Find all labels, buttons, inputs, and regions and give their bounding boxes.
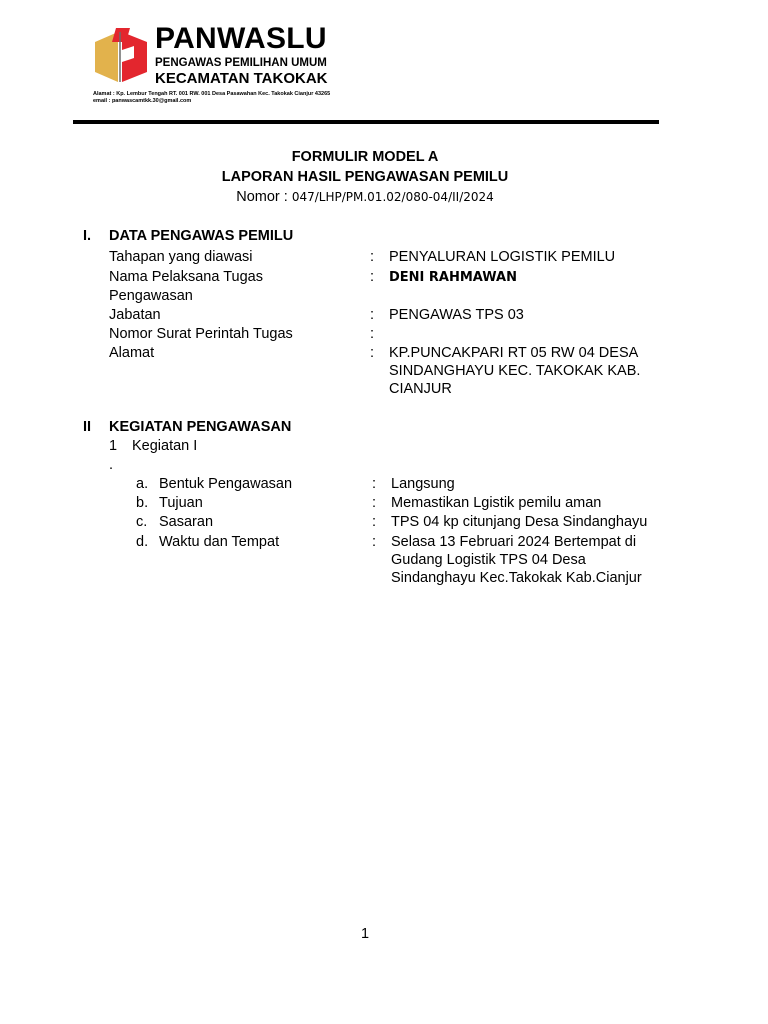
item-label-sasaran: Sasaran bbox=[159, 514, 214, 530]
item-value-waktu-line: Gudang Logistik TPS 04 Desa bbox=[391, 552, 586, 568]
field-value-jabatan: PENGAWAS TPS 03 bbox=[389, 307, 524, 323]
org-subtitle: PENGAWAS PEMILIHAN UMUM bbox=[155, 57, 327, 69]
form-title: FORMULIR MODEL A bbox=[291, 149, 439, 165]
field-value-alamat-line: CIANJUR bbox=[389, 381, 452, 397]
item-value-tujuan: Memastikan Lgistik pemilu aman bbox=[391, 495, 602, 511]
field-value-nama: DENI RAHMAWAN bbox=[389, 270, 517, 285]
org-name: PANWASLU bbox=[155, 22, 327, 55]
report-title: LAPORAN HASIL PENGAWASAN PEMILU bbox=[221, 169, 509, 185]
page-number: 1 bbox=[361, 926, 370, 942]
field-colon: : bbox=[370, 307, 375, 323]
section2-number: II bbox=[83, 419, 92, 435]
field-colon: : bbox=[370, 269, 375, 285]
letterhead-address bbox=[93, 91, 330, 105]
item-value-sasaran: TPS 04 kp citunjang Desa Sindanghayu bbox=[391, 514, 648, 530]
field-colon: : bbox=[372, 534, 377, 550]
section1-number: I. bbox=[83, 228, 92, 244]
field-label-jabatan: Jabatan bbox=[109, 307, 161, 323]
report-number bbox=[0, 189, 730, 205]
activity-dot: . bbox=[109, 457, 114, 473]
field-label-tahapan: Tahapan yang diawasi bbox=[109, 249, 253, 265]
item-letter: a. bbox=[136, 476, 149, 492]
item-value-bentuk: Langsung bbox=[391, 476, 455, 492]
field-value-tahapan: PENYALURAN LOGISTIK PEMILU bbox=[389, 249, 616, 265]
field-colon: : bbox=[372, 514, 377, 530]
nomor-label: Nomor : bbox=[236, 189, 288, 205]
activity-label: Kegiatan I bbox=[132, 438, 198, 454]
letterhead-divider bbox=[73, 120, 659, 124]
field-value-alamat-line: SINDANGHAYU KEC. TAKOKAK KAB. bbox=[389, 363, 641, 379]
field-label-nama: Nama Pelaksana Tugas bbox=[109, 269, 263, 285]
field-value-alamat-line: KP.PUNCAKPARI RT 05 RW 04 DESA bbox=[389, 345, 639, 361]
item-label-waktu: Waktu dan Tempat bbox=[159, 534, 280, 550]
address-line: Alamat : Kp. Lembur Tengah RT. 001 RW. 001 Desa Pasawahan Kec. Takokak Cianjur 43265 bbox=[93, 91, 331, 97]
item-letter: c. bbox=[136, 514, 148, 530]
item-letter: d. bbox=[136, 534, 149, 550]
item-label-tujuan: Tujuan bbox=[159, 495, 203, 511]
field-label-nomor-surat: Nomor Surat Perintah Tugas bbox=[109, 326, 293, 342]
item-value-waktu-line: Selasa 13 Februari 2024 Bertempat di bbox=[391, 534, 637, 550]
field-colon: : bbox=[370, 345, 375, 361]
field-colon: : bbox=[370, 326, 375, 342]
nomor-value: 047/LHP/PM.01.02/080-04/II/2024 bbox=[291, 190, 494, 204]
section2-heading: KEGIATAN PENGAWASAN bbox=[109, 419, 292, 435]
item-label-bentuk: Bentuk Pengawasan bbox=[159, 476, 293, 492]
field-label-alamat: Alamat bbox=[109, 345, 155, 361]
field-colon: : bbox=[370, 249, 375, 265]
item-letter: b. bbox=[136, 495, 149, 511]
panwaslu-logo bbox=[92, 28, 150, 86]
org-location: KECAMATAN TAKOKAK bbox=[155, 70, 328, 87]
field-colon: : bbox=[372, 495, 377, 511]
field-label-nama-cont: Pengawasan bbox=[109, 288, 193, 304]
activity-number: 1 bbox=[109, 438, 118, 454]
item-value-waktu-line: Sindanghayu Kec.Takokak Kab.Cianjur bbox=[391, 570, 642, 586]
field-colon: : bbox=[372, 476, 377, 492]
email-line: email : panwascamtkk.30@gmail.com bbox=[93, 98, 192, 104]
section1-heading: DATA PENGAWAS PEMILU bbox=[109, 228, 294, 244]
